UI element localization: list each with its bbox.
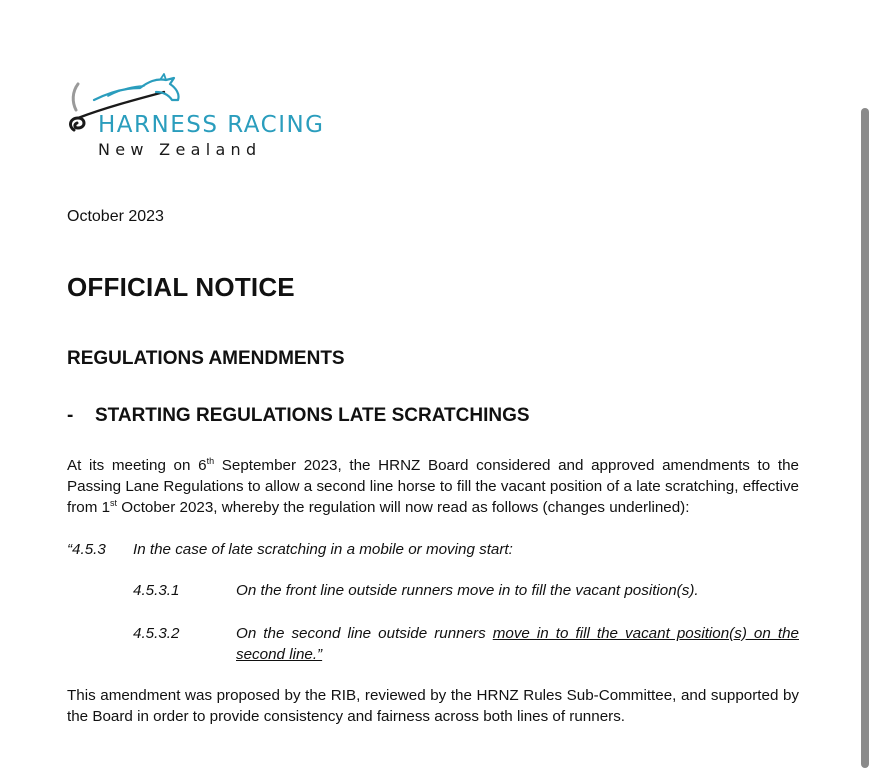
notice-date: October 2023 <box>67 208 164 225</box>
page-title: OFFICIAL NOTICE <box>67 272 295 302</box>
section-heading: REGULATIONS AMENDMENTS <box>67 348 345 369</box>
scrollbar-thumb[interactable] <box>861 108 869 768</box>
subheading-dash: - <box>67 405 74 426</box>
para1-sup-1: th <box>206 455 215 466</box>
subrule-2-underlined: move in to fill the vacant position(s) on the second line.” <box>236 625 799 663</box>
closing-paragraph: This amendment was proposed by the RIB, reviewed by the HRNZ Rules Sub-Committee, and supported by the Board in order to provide consistency and fairness across both lines of runners. <box>67 687 799 725</box>
para1-sup-2: st <box>110 497 118 508</box>
logo-subtitle: New Zealand <box>98 140 262 159</box>
subrule-2-number: 4.5.3.2 <box>133 625 180 642</box>
para1-text-2: September 2023, the HRNZ Board considered and approved amendments to the Passing Lane Regulations to allow a second line horse to fill the vacant position of a late scratching, effective from 1 <box>67 457 800 516</box>
intro-paragraph <box>67 455 799 518</box>
rule-text: In the case of late scratching in a mobile or moving start: <box>133 541 513 558</box>
hrnz-logo <box>64 72 354 164</box>
subrule-1-number: 4.5.3.1 <box>133 582 180 599</box>
para1-text-3: October 2023, whereby the regulation will now read as follows (changes underlined): <box>117 499 690 516</box>
subsection-heading: STARTING REGULATIONS LATE SCRATCHINGS <box>95 405 530 426</box>
subrule-2-plain: On the second line outside runners <box>236 625 493 642</box>
subrule-1-text: On the front line outside runners move in to fill the vacant position(s). <box>236 582 699 599</box>
para1-text-1: At its meeting on 6 <box>67 457 207 474</box>
subrule-2-text <box>236 623 799 665</box>
rule-number: “4.5.3 <box>67 541 106 558</box>
logo-title: HARNESS RACING <box>98 112 325 138</box>
